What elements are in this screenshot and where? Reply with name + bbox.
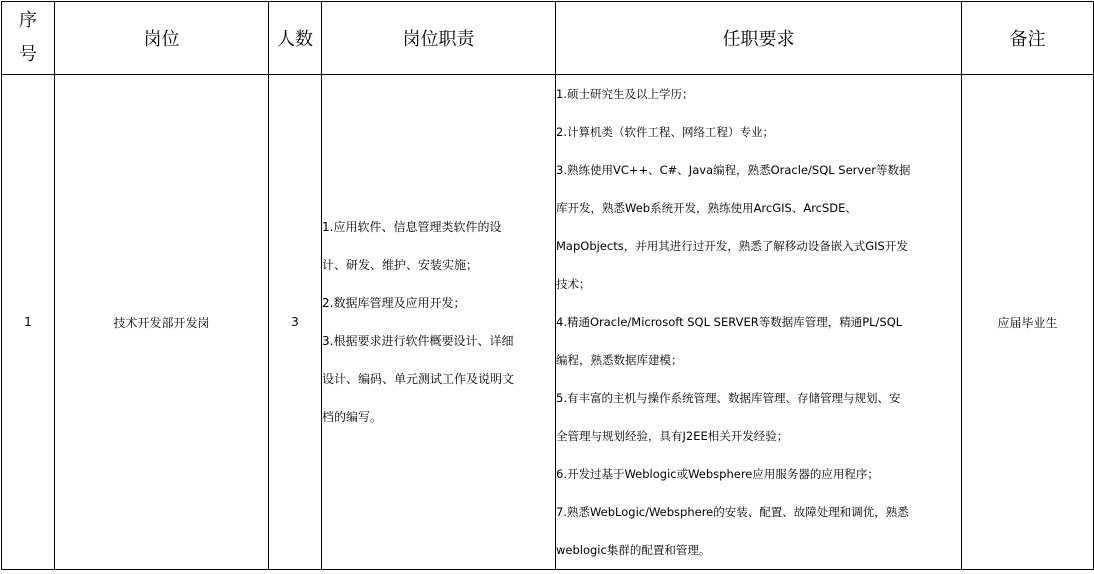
cell-requirements — [556, 75, 962, 570]
requirement-line: 库开发，熟悉Web系统开发，熟练使用ArcGIS、ArcSDE、 — [556, 201, 857, 215]
cell-position: 技术开发部开发岗 — [55, 75, 269, 570]
requirement-line: 技术； — [556, 277, 591, 291]
header-seq — [2, 2, 55, 75]
requirement-line: weblogic集群的配置和管理。 — [556, 543, 711, 557]
requirement-line: 5.有丰富的主机与操作系统管理、数据库管理、存储管理与规划、安 — [556, 391, 901, 405]
cell-duties — [322, 75, 556, 570]
cell-remarks: 应届毕业生 — [962, 75, 1094, 570]
duty-line: 3.根据要求进行软件概要设计、详细 — [322, 334, 514, 348]
header-duties: 岗位职责 — [322, 2, 556, 75]
header-count: 人数 — [269, 2, 322, 75]
cell-seq: 1 — [2, 75, 55, 570]
duty-line: 2.数据库管理及应用开发； — [322, 296, 466, 310]
duty-line: 计、研发、维护、安装实施； — [322, 258, 479, 272]
duty-line: 1.应用软件、信息管理类软件的设 — [322, 220, 502, 234]
requirement-line: 1.硕士研究生及以上学历； — [556, 87, 694, 101]
cell-count: 3 — [269, 75, 322, 570]
requirement-line: 2.计算机类（软件工程、网络工程）专业； — [556, 125, 774, 139]
header-seq-char-1: 序 — [19, 10, 37, 31]
requirement-line: 6.开发过基于Weblogic或Websphere应用服务器的应用程序； — [556, 467, 879, 481]
header-requirements: 任职要求 — [556, 2, 962, 75]
requirement-line: MapObjects，并用其进行过开发，熟悉了解移动设备嵌入式GIS开发 — [556, 239, 908, 253]
header-seq-char-2: 号 — [19, 44, 37, 65]
requirement-line: 3.熟练使用VC++、C#、Java编程，熟悉Oracle/SQL Server等数据 — [556, 163, 911, 177]
header-row — [2, 2, 1094, 75]
requirement-line: 7.熟悉WebLogic/Websphere的安装、配置、故障处理和调优，熟悉 — [556, 505, 909, 519]
requirement-line: 4.精通Oracle/Microsoft SQL SERVER等数据库管理，精通PL/SQL — [556, 315, 903, 329]
duty-line: 档的编写。 — [322, 410, 383, 424]
requirement-line: 编程，熟悉数据库建模； — [556, 353, 683, 367]
table-row — [2, 75, 1094, 570]
requirement-line: 全管理与规划经验，具有J2EE相关开发经验； — [556, 429, 789, 443]
header-remarks: 备注 — [962, 2, 1094, 75]
duty-line: 设计、编码、单元测试工作及说明文 — [322, 372, 515, 386]
header-position: 岗位 — [55, 2, 269, 75]
job-table — [1, 1, 1094, 570]
